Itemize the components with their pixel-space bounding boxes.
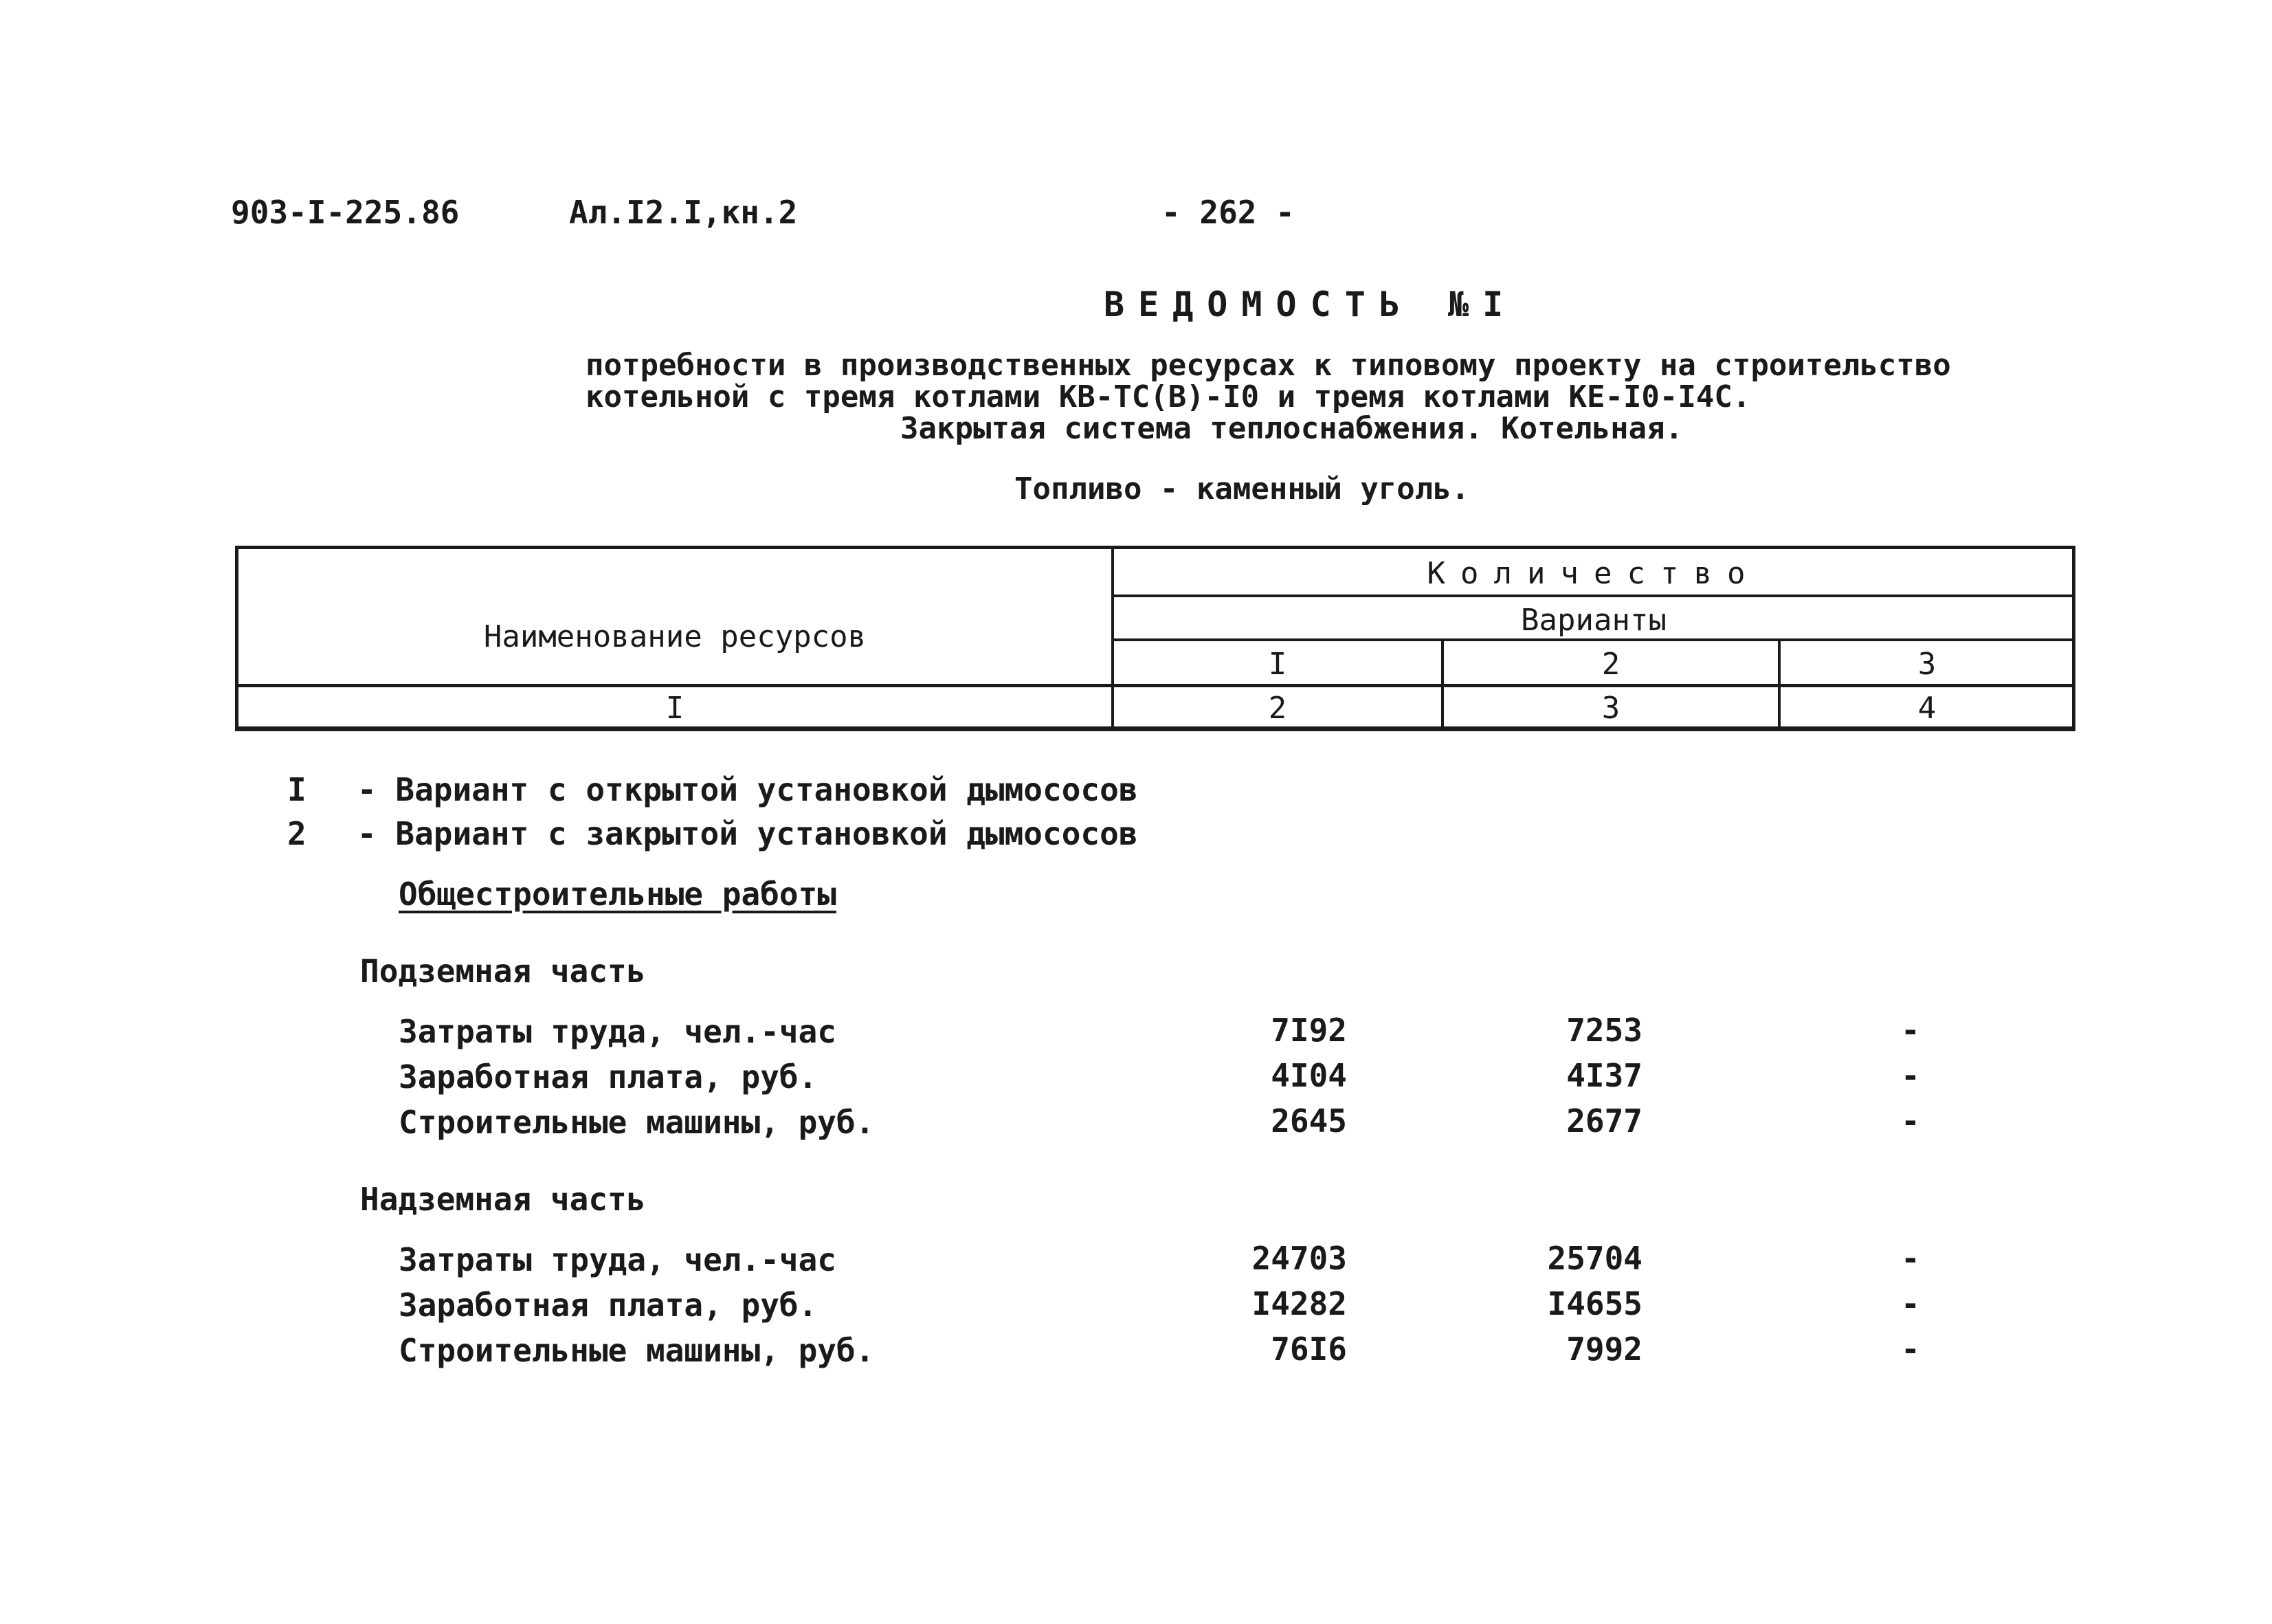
value-variant-1: 76I6 [1271, 1331, 1347, 1368]
variants-header: Варианты [1521, 603, 1667, 638]
value-variant-1: 4I04 [1271, 1057, 1347, 1094]
value-variant-3: - [1901, 1057, 1920, 1094]
quantity-header: Количество [1427, 556, 1761, 591]
value-variant-3: - [1901, 1240, 1920, 1277]
variant-number: 3 [1917, 647, 1937, 682]
group-title-underground: Подземная часть [360, 953, 646, 990]
value-variant-2: 7253 [1566, 1012, 1642, 1049]
group-title-aboveground: Надземная часть [360, 1181, 646, 1218]
subtitle-line-1: потребности в производственных ресурсах к типовому проекту на строительство [586, 348, 1951, 383]
column-number: 4 [1917, 691, 1937, 726]
row-label: Затраты труда, чел.-час [399, 1241, 836, 1278]
row-label: Затраты труда, чел.-час [399, 1013, 836, 1050]
page-number: - 262 - [1161, 194, 1295, 231]
variant-number: I [1268, 647, 1287, 682]
album-reference: Ал.I2.I,кн.2 [569, 194, 798, 231]
value-variant-2: I4655 [1547, 1285, 1642, 1322]
legend-text: - Вариант с закрытой установкой дымососов [357, 815, 1138, 852]
value-variant-3: - [1901, 1012, 1920, 1049]
header-table [235, 546, 2075, 731]
value-variant-3: - [1901, 1285, 1920, 1322]
column-number: I [665, 691, 684, 726]
value-variant-2: 25704 [1547, 1240, 1642, 1277]
column-number: 3 [1601, 691, 1621, 726]
value-variant-1: 24703 [1251, 1240, 1347, 1277]
row-label: Заработная плата, руб. [399, 1058, 818, 1095]
legend-text: - Вариант с открытой установкой дымососов [357, 771, 1138, 808]
value-variant-1: 2645 [1271, 1102, 1347, 1139]
document-title: ВЕДОМОСТЬ №I [1104, 285, 1517, 324]
row-label: Строительные машины, руб. [399, 1332, 875, 1369]
value-variant-3: - [1901, 1331, 1920, 1368]
value-variant-1: 7I92 [1271, 1012, 1347, 1049]
subtitle-line-3: Закрытая система теплоснабжения. Котельная. [900, 411, 1684, 446]
section-title: Общестроительные работы [399, 876, 836, 913]
document-code: 903-I-225.86 [231, 194, 460, 231]
value-variant-2: 7992 [1566, 1331, 1642, 1368]
column-number: 2 [1268, 691, 1287, 726]
value-variant-1: I4282 [1251, 1285, 1347, 1322]
row-label: Заработная плата, руб. [399, 1287, 818, 1324]
legend-number: 2 [287, 815, 307, 852]
subtitle-line-2: котельной с тремя котлами КВ-ТС(В)-I0 и тремя котлами КЕ-I0-I4С. [586, 379, 1751, 414]
legend-number: I [287, 771, 307, 808]
value-variant-3: - [1901, 1102, 1920, 1139]
value-variant-2: 2677 [1566, 1102, 1642, 1139]
value-variant-2: 4I37 [1566, 1057, 1642, 1094]
name-column-header: Наименование ресурсов [483, 619, 867, 654]
row-label: Строительные машины, руб. [399, 1104, 875, 1141]
variant-number: 2 [1601, 647, 1621, 682]
fuel-line: Топливо - каменный уголь. [1014, 471, 1470, 507]
